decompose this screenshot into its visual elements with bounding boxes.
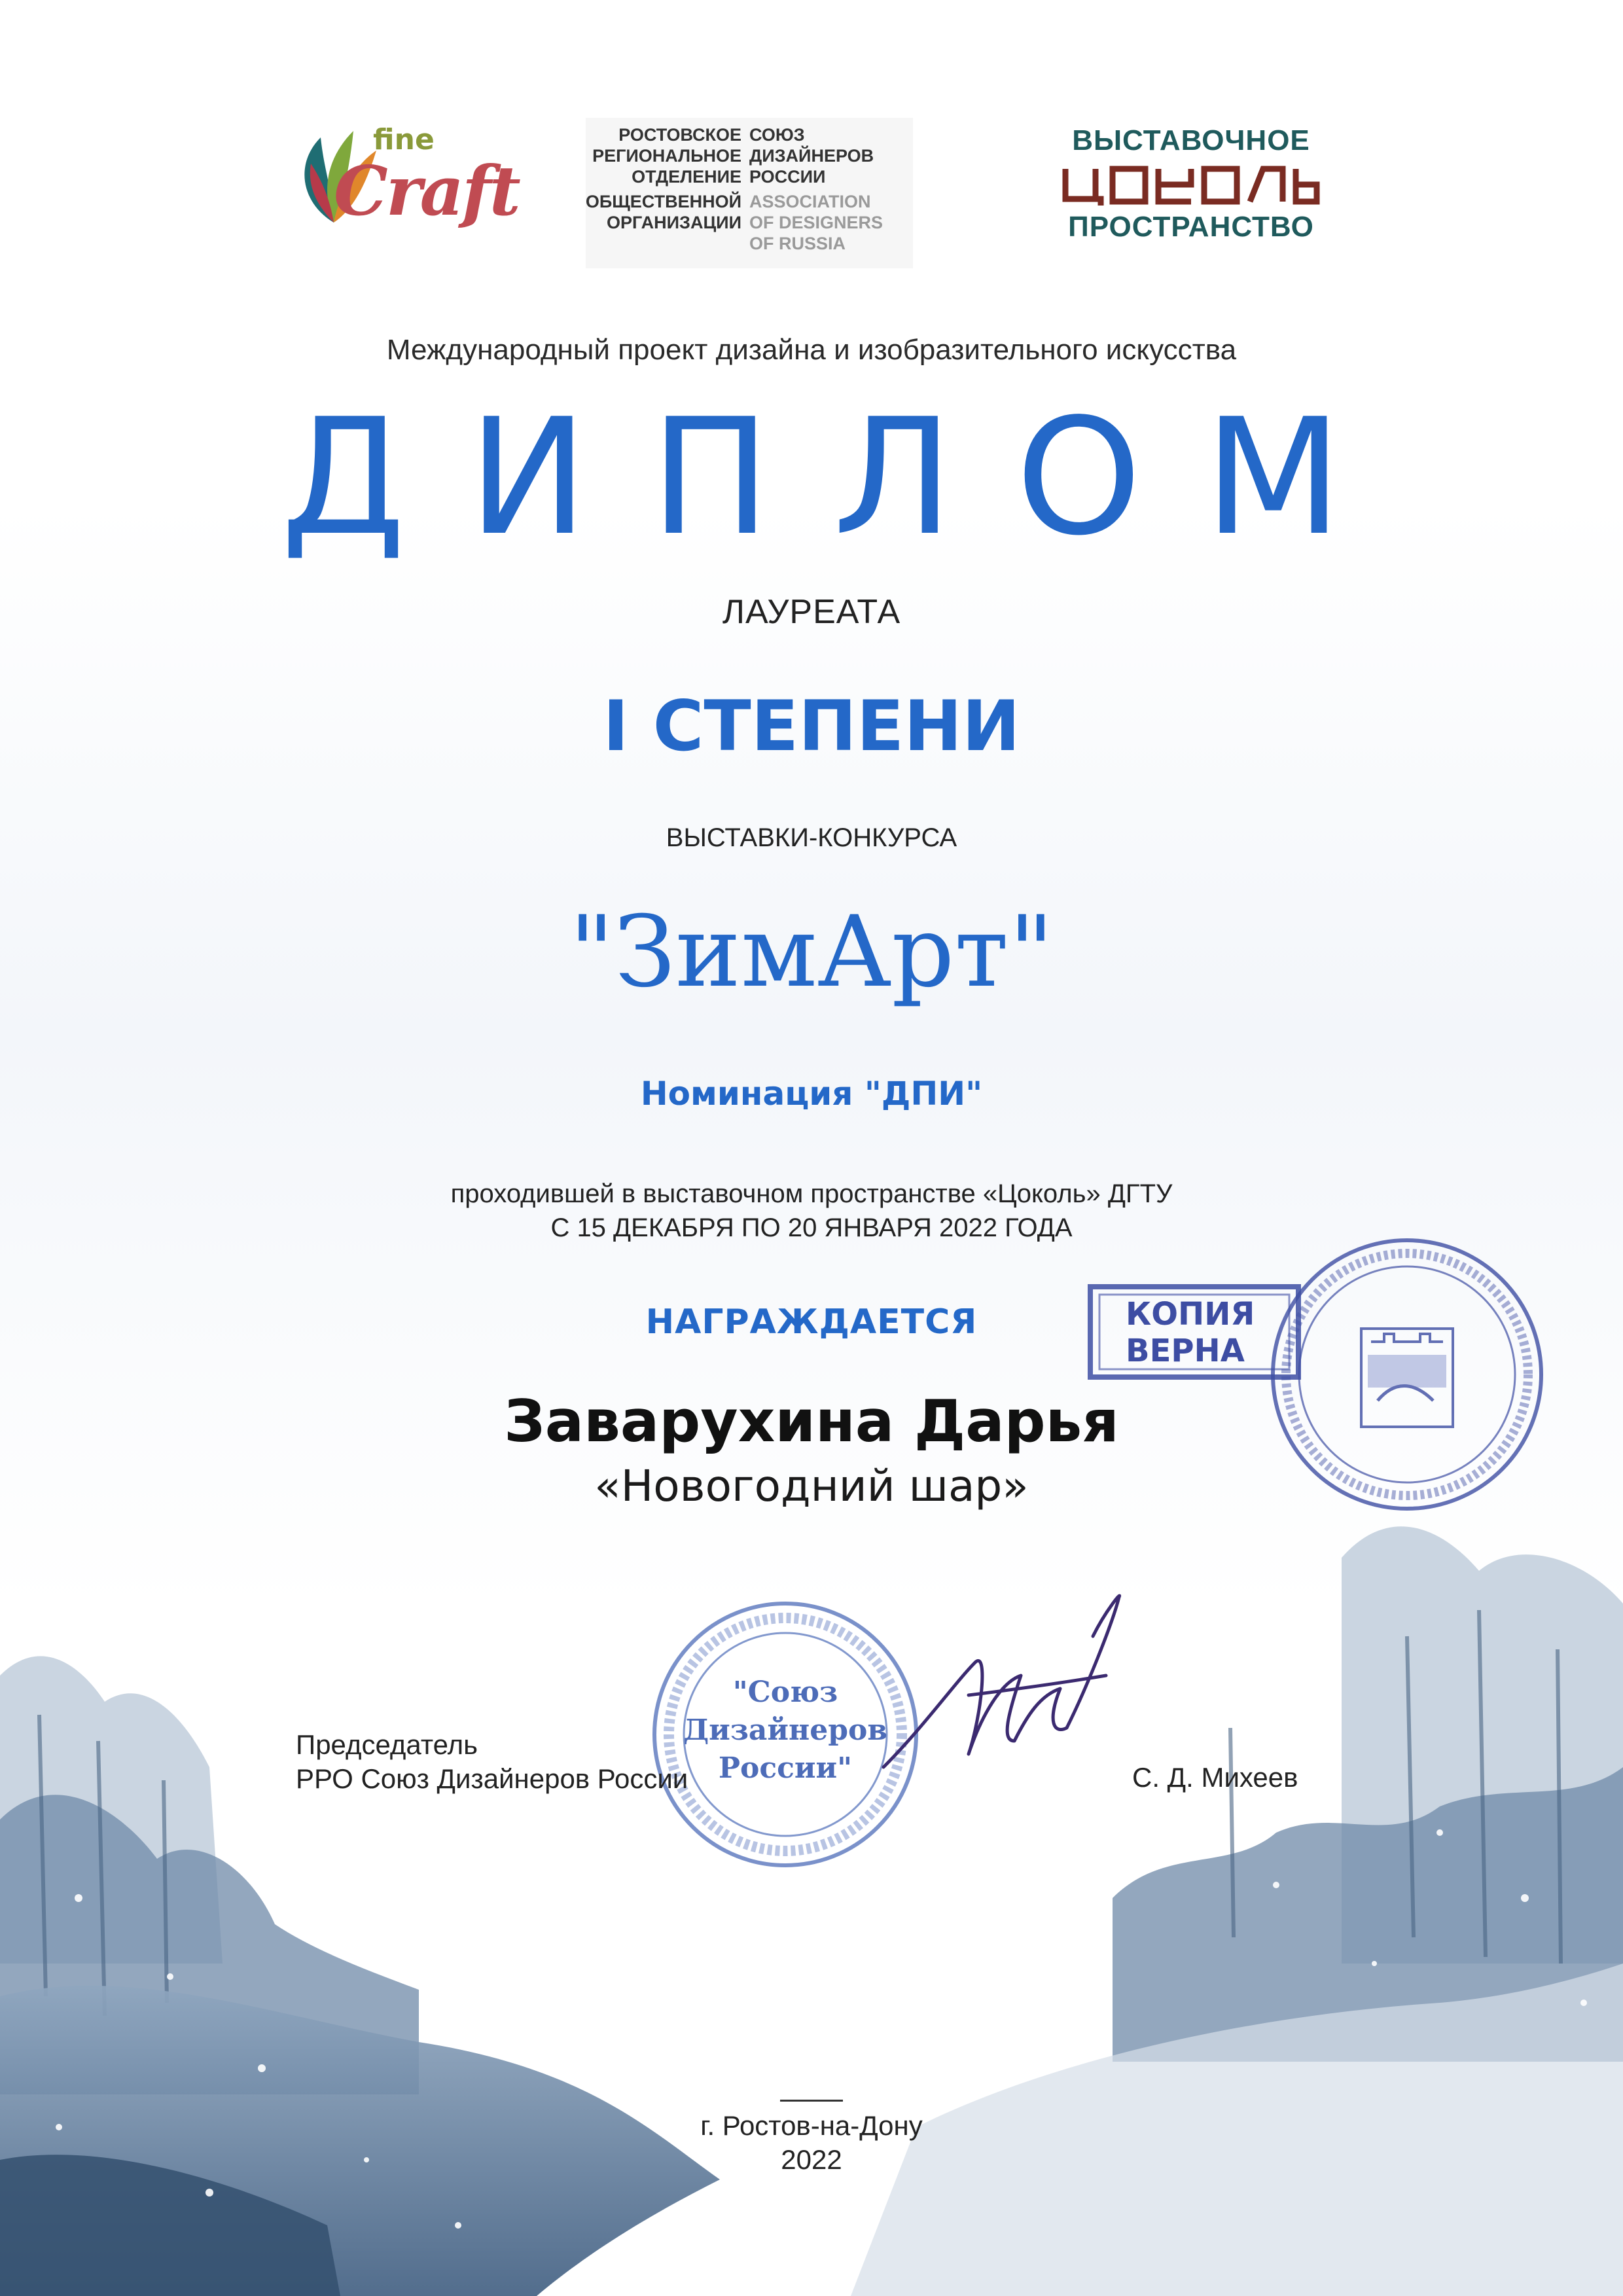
chairman-org-line: РРО Союз Дизайнеров России [296, 1763, 688, 1794]
stamp-copy-line: ВЕРНА [1126, 1333, 1245, 1369]
logo-union-right-line: РОССИИ [749, 167, 826, 187]
logo-craft-text: Craft [334, 151, 519, 231]
designers-union-logo [586, 118, 913, 268]
awarded-label: НАГРАЖДАЕТСЯ [645, 1302, 978, 1342]
divider [780, 2100, 843, 2102]
logo-union-left-line: ОТДЕЛЕНИЕ [632, 167, 741, 187]
work-title: «Новогодний шар» [594, 1461, 1029, 1511]
chairman-line: Председатель [296, 1729, 478, 1760]
city-label: г. Ростов-на-Дону [700, 2110, 923, 2141]
stamp-union-line: России" [718, 1751, 853, 1785]
venue-line: проходившей в выставочном пространстве «Цоколь» ДГТУ [450, 1179, 1173, 1208]
nomination-label: Номинация "ДПИ" [640, 1075, 983, 1113]
logo-union-left-line: ОРГАНИЗАЦИИ [607, 213, 741, 232]
project-title: Международный проект дизайна и изобразительного искусства [386, 334, 1237, 366]
exhibition-label: ВЫСТАВКИ-КОНКУРСА [666, 823, 957, 852]
logo-union-right-line: ДИЗАЙНЕРОВ [749, 146, 874, 166]
footer-location [0, 2109, 1623, 2177]
dates-line: С 15 ДЕКАБРЯ ПО 20 ЯНВАРЯ 2022 ГОДА [550, 1213, 1073, 1242]
year-label: 2022 [781, 2144, 842, 2175]
logo-fine-text: fine [373, 123, 435, 156]
logo-union-english-line: OF RUSSIA [749, 234, 846, 253]
stamp-union-line: Дизайнеров [683, 1713, 887, 1747]
logo-union-english-line: ASSOCIATION [749, 192, 871, 211]
laureate-label: ЛАУРЕАТА [722, 593, 901, 631]
degree-label: I СТЕПЕНИ [603, 686, 1020, 766]
logo-union-left-line: РОСТОВСКОЕ [618, 125, 741, 145]
official-round-stamp [1263, 1230, 1551, 1518]
logo-union-left-line: ОБЩЕСТВЕННОЙ [585, 192, 741, 211]
logo-cokol-top: ВЫСТАВОЧНОЕ [1072, 124, 1310, 156]
cokol-logo [1047, 124, 1335, 255]
cokol-wordmark-icon [1060, 165, 1322, 206]
recipient-name: Заварухина Дарья [504, 1388, 1119, 1455]
contest-name: "ЗимАрт" [569, 895, 1054, 1009]
logo-union-english-line: OF DESIGNERS [749, 213, 883, 232]
diploma-title: ДИПЛОМ [280, 384, 1405, 571]
logo-union-left-line: РЕГИОНАЛЬНОЕ [592, 146, 741, 166]
chairman-title [296, 1728, 688, 1796]
finecraft-logo [294, 118, 519, 262]
logo-cokol-bottom: ПРОСТРАНСТВО [1068, 211, 1314, 243]
stamp-copy-line: КОПИЯ [1126, 1296, 1255, 1333]
logo-union-right-line: СОЮЗ [749, 125, 805, 145]
stamp-union-line: "Союз [732, 1676, 838, 1709]
chairman-name: С. Д. Михеев [1132, 1762, 1298, 1793]
signature [870, 1584, 1145, 1787]
